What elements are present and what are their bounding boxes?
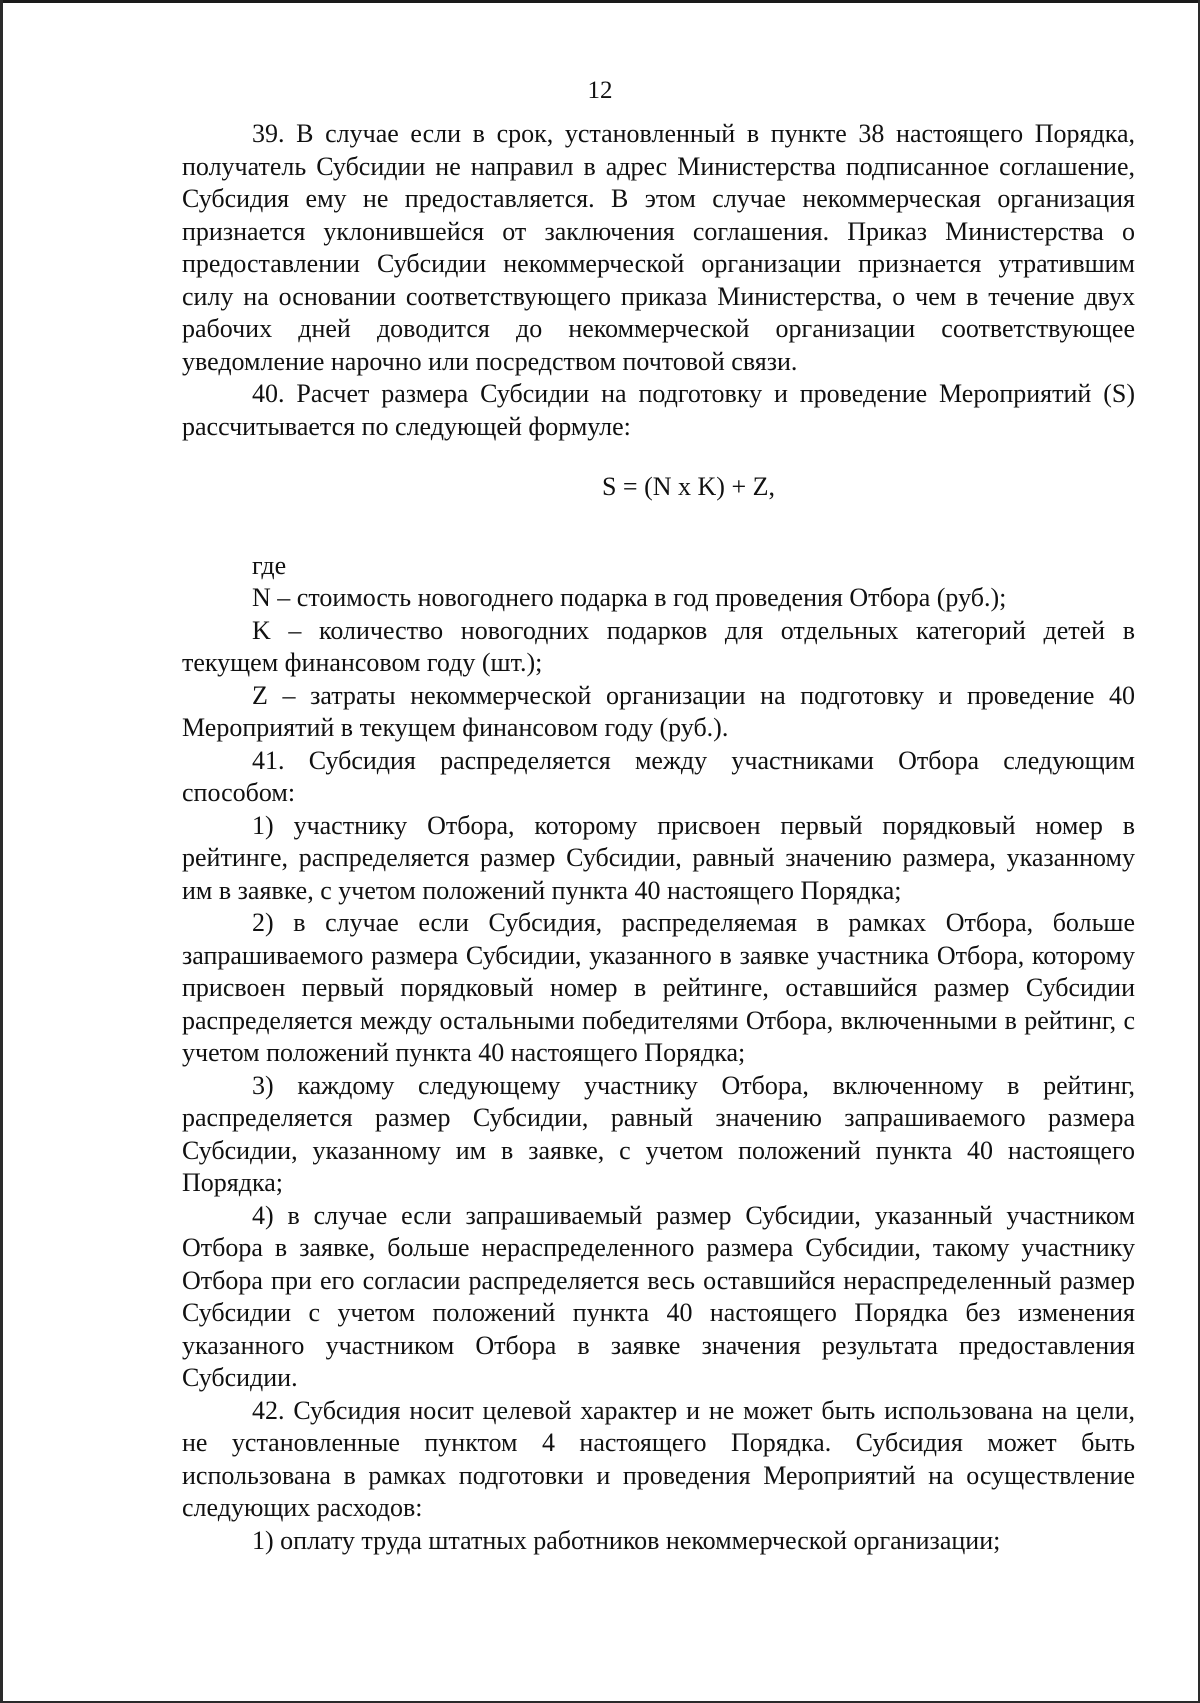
definition-k: K – количество новогодних подарков для отдельных категорий детей в текущем финансовом году (шт.); [182,615,1135,677]
formula: S = (N x K) + Z, [601,472,776,501]
formula-where: где [252,550,287,580]
scan-edge-left [0,0,3,1703]
paragraph-41-item-3: 3) каждому следующему участнику Отбора, включенному в рейтинг, распределяется размер Субсидии, равный значению запрашиваемого размера Субсидии, указанному им в заявке, с учетом положений пункта 40 настоящего Порядка; [182,1070,1135,1197]
paragraph-39: 39. В случае если в срок, установленный в пункте 38 настоящего Порядка, получатель Субсидии не направил в адрес Министерства подписанное соглашение, Субсидия ему не предоставляется. В этом случае некоммерческая организация признается уклонившейся от заключения соглашения. Приказ Министерства о предоставлении Субсидии некоммерческой организации признается утратившим силу на основании соответствующего приказа Министерства, о чем в течение двух рабочих дней доводится до некоммерческой организации соответствующее уведомление нарочно или посредством почтовой связи. [182,119,1135,376]
paragraph-41: 41. Субсидия распределяется между участниками Отбора следующим способом: [182,745,1135,807]
document-body [182,118,1135,1557]
definition-n: N – стоимость новогоднего подарка в год проведения Отбора (руб.); [252,583,1007,612]
page-number: 12 [587,77,613,104]
paragraph-41-item-4: 4) в случае если запрашиваемый размер Субсидии, указанный участником Отбора в заявке, больше нераспределенного размера Субсидии, такому участнику Отбора при его согласии распределяется весь оставшийся нераспределенный размер Субсидии с учетом положений пункта 40 настоящего Порядка без изменения указанного участником Отбора в заявке значения результата предоставления Субсидии. [182,1200,1135,1392]
paragraph-42: 42. Субсидия носит целевой характер и не может быть использована на цели, не установленные пунктом 4 настоящего Порядка. Субсидия может быть использована в рамках подготовки и проведения Мероприятий на осуществление следующих расходов: [182,1395,1135,1522]
definition-z: Z – затраты некоммерческой организации на подготовку и проведение 40 Мероприятий в текущем финансовом году (руб.). [182,680,1135,742]
paragraph-41-item-1: 1) участнику Отбора, которому присвоен первый порядковый номер в рейтинге, распределяется размер Субсидии, равный значению размера, указанному им в заявке, с учетом положений пункта 40 настоящего Порядка; [182,810,1135,905]
paragraph-40: 40. Расчет размера Субсидии на подготовку и проведение Мероприятий (S) рассчитывается по следующей формуле: [182,379,1135,441]
scan-edge-top [0,0,1200,3]
paragraph-41-item-2: 2) в случае если Субсидия, распределяемая в рамках Отбора, больше запрашиваемого размера Субсидии, указанного в заявке участника Отбора, которому присвоен первый порядковый номер в рейтинге, оставшийся размер Субсидии распределяется между остальными победителями Отбора, включенными в рейтинг, с учетом положений пункта 40 настоящего Порядка; [182,908,1135,1067]
paragraph-42-item-1: 1) оплату труда штатных работников некоммерческой организации; [252,1525,1001,1555]
